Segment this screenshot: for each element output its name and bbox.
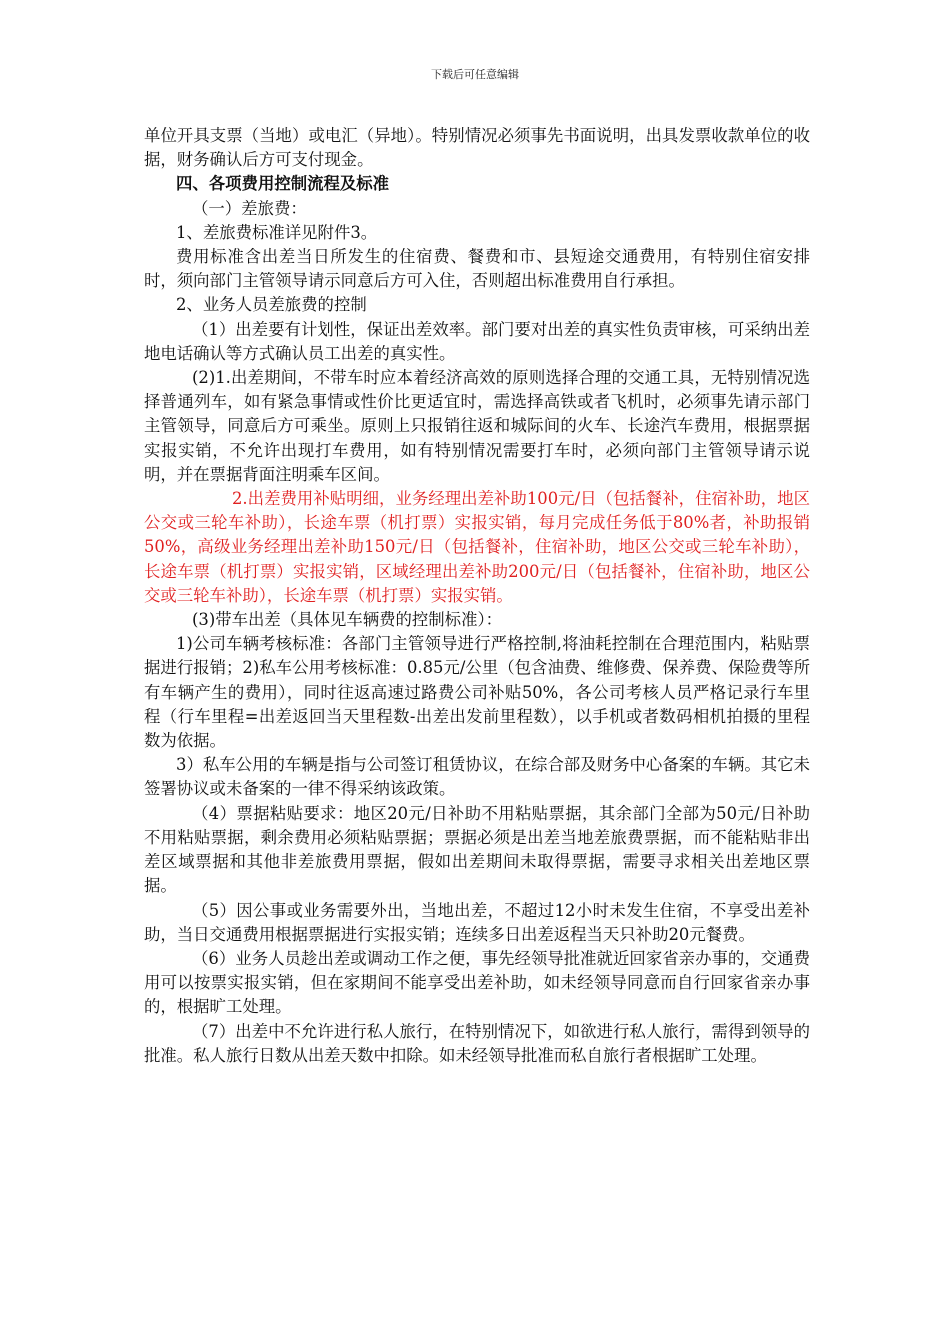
paragraph-expense-scope: 费用标准含出差当日所发生的住宿费、餐费和市、县短途交通费用，有特别住宿安排时，须向部门主管领导请示同意后方可入住，否则超出标准费用自行承担。 (144, 247, 810, 291)
page-header: 下载后可任意编辑 (431, 68, 519, 81)
paragraph-item-7: （7）出差中不允许进行私人旅行，在特别情况下，如欲进行私人旅行，需得到领导的批准。私人旅行日数从出差天数中扣除。如未经领导批准而私自旅行者根据旷工处理。 (144, 1021, 810, 1065)
section-heading-expense-control: 四、各项费用控制流程及标准 (176, 174, 390, 194)
paragraph-item-5: （5）因公事或业务需要外出，当地出差，不超过12小时未发生住宿，不享受出差补助，当日交通费用根据票据进行实报实销；连续多日出差返程当天只补助20元餐费。 (144, 900, 810, 944)
paragraph-travel-standard: 1、差旅费标准详见附件3。 (176, 222, 378, 242)
paragraph-item-6: （6）业务人员趁出差或调动工作之便，事先经领导批准就近回家省亲办事的，交通费用可以按票实报实销，但在家期间不能享受出差补助，如未经领导同意而自行回家省亲办事的，根据旷工处理。 (144, 948, 810, 1017)
paragraph-payment-method: 单位开具支票（当地）或电汇（异地）。特别情况必须事先书面说明，出具发票收款单位的收据，财务确认后方可支付现金。 (144, 126, 810, 170)
paragraph-item-3: (3)带车出差（具体见车辆费的控制标准）： (192, 610, 503, 630)
paragraph-item-4: （4）票据粘贴要求：地区20元/日补助不用粘贴票据，其余部门全部为50元/日补助不用粘贴票据，剩余费用必须粘贴票据；票据必须是出差当地差旅费票据，而不能粘贴非出差区域票据和其他非差旅费用票据，假如出差期间未取得票据，需要寻求相关出差地区票据。 (144, 803, 810, 896)
subsection-travel-expense: （一）差旅费： (192, 198, 307, 218)
paragraph-item-2: (2)1.出差期间，不带车时应本着经济高效的原则选择合理的交通工具，无特别情况选择普通列车，如有紧急事情或性价比更适宜时，需选择高铁或者飞机时，必须事先请示部门主管领导，同意后方可乘坐。原则上只报销往返和城际间的火车、长途汽车费用，根据票据实报实销，不允许出现打车费用，如有特别情况需要打车时，必须向部门主管领导请示说明，并在票据背面注明乘车区间。 (144, 368, 810, 484)
paragraph-vehicle-standards: 1)公司车辆考核标准：各部门主管领导进行严格控制,将油耗控制在合理范围内，粘贴票据进行报销；2)私车公用考核标准：0.85元/公里（包含油费、维修费、保养费、保险费等所有车辆产生的费用），同时往返高速过路费公司补贴50%，各公司考核人员严格记录行车里程（行车里程=出差返回当天里程数-出差出发前里程数），以手机或者数码相机拍摄的里程数为依据。 (144, 634, 810, 751)
paragraph-allowance-details: 2.出差费用补贴明细，业务经理出差补助100元/日（包括餐补，住宿补助，地区公交或三轮车补助），长途车票（机打票）实报实销，每月完成任务低于80%者，补助报销50%，高级业务经理出差补助150元/日（包括餐补，住宿补助，地区公交或三轮车补助），长途车票（机打票）实报实销，区域经理出差补助200元/日（包括餐补，住宿补助，地区公交或三轮车补助），长途车票（机打票）实报实销。 (144, 489, 810, 605)
document-body (144, 124, 810, 1068)
paragraph-private-car: 3）私车公用的车辆是指与公司签订租赁协议，在综合部及财务中心备案的车辆。其它未签署协议或未备案的一律不得采纳该政策。 (144, 755, 810, 799)
paragraph-item-1: （1）出差要有计划性，保证出差效率。部门要对出差的真实性负责审核，可采纳出差地电话确认等方式确认员工出差的真实性。 (144, 319, 810, 363)
paragraph-staff-travel-control: 2、业务人员差旅费的控制 (176, 295, 367, 315)
